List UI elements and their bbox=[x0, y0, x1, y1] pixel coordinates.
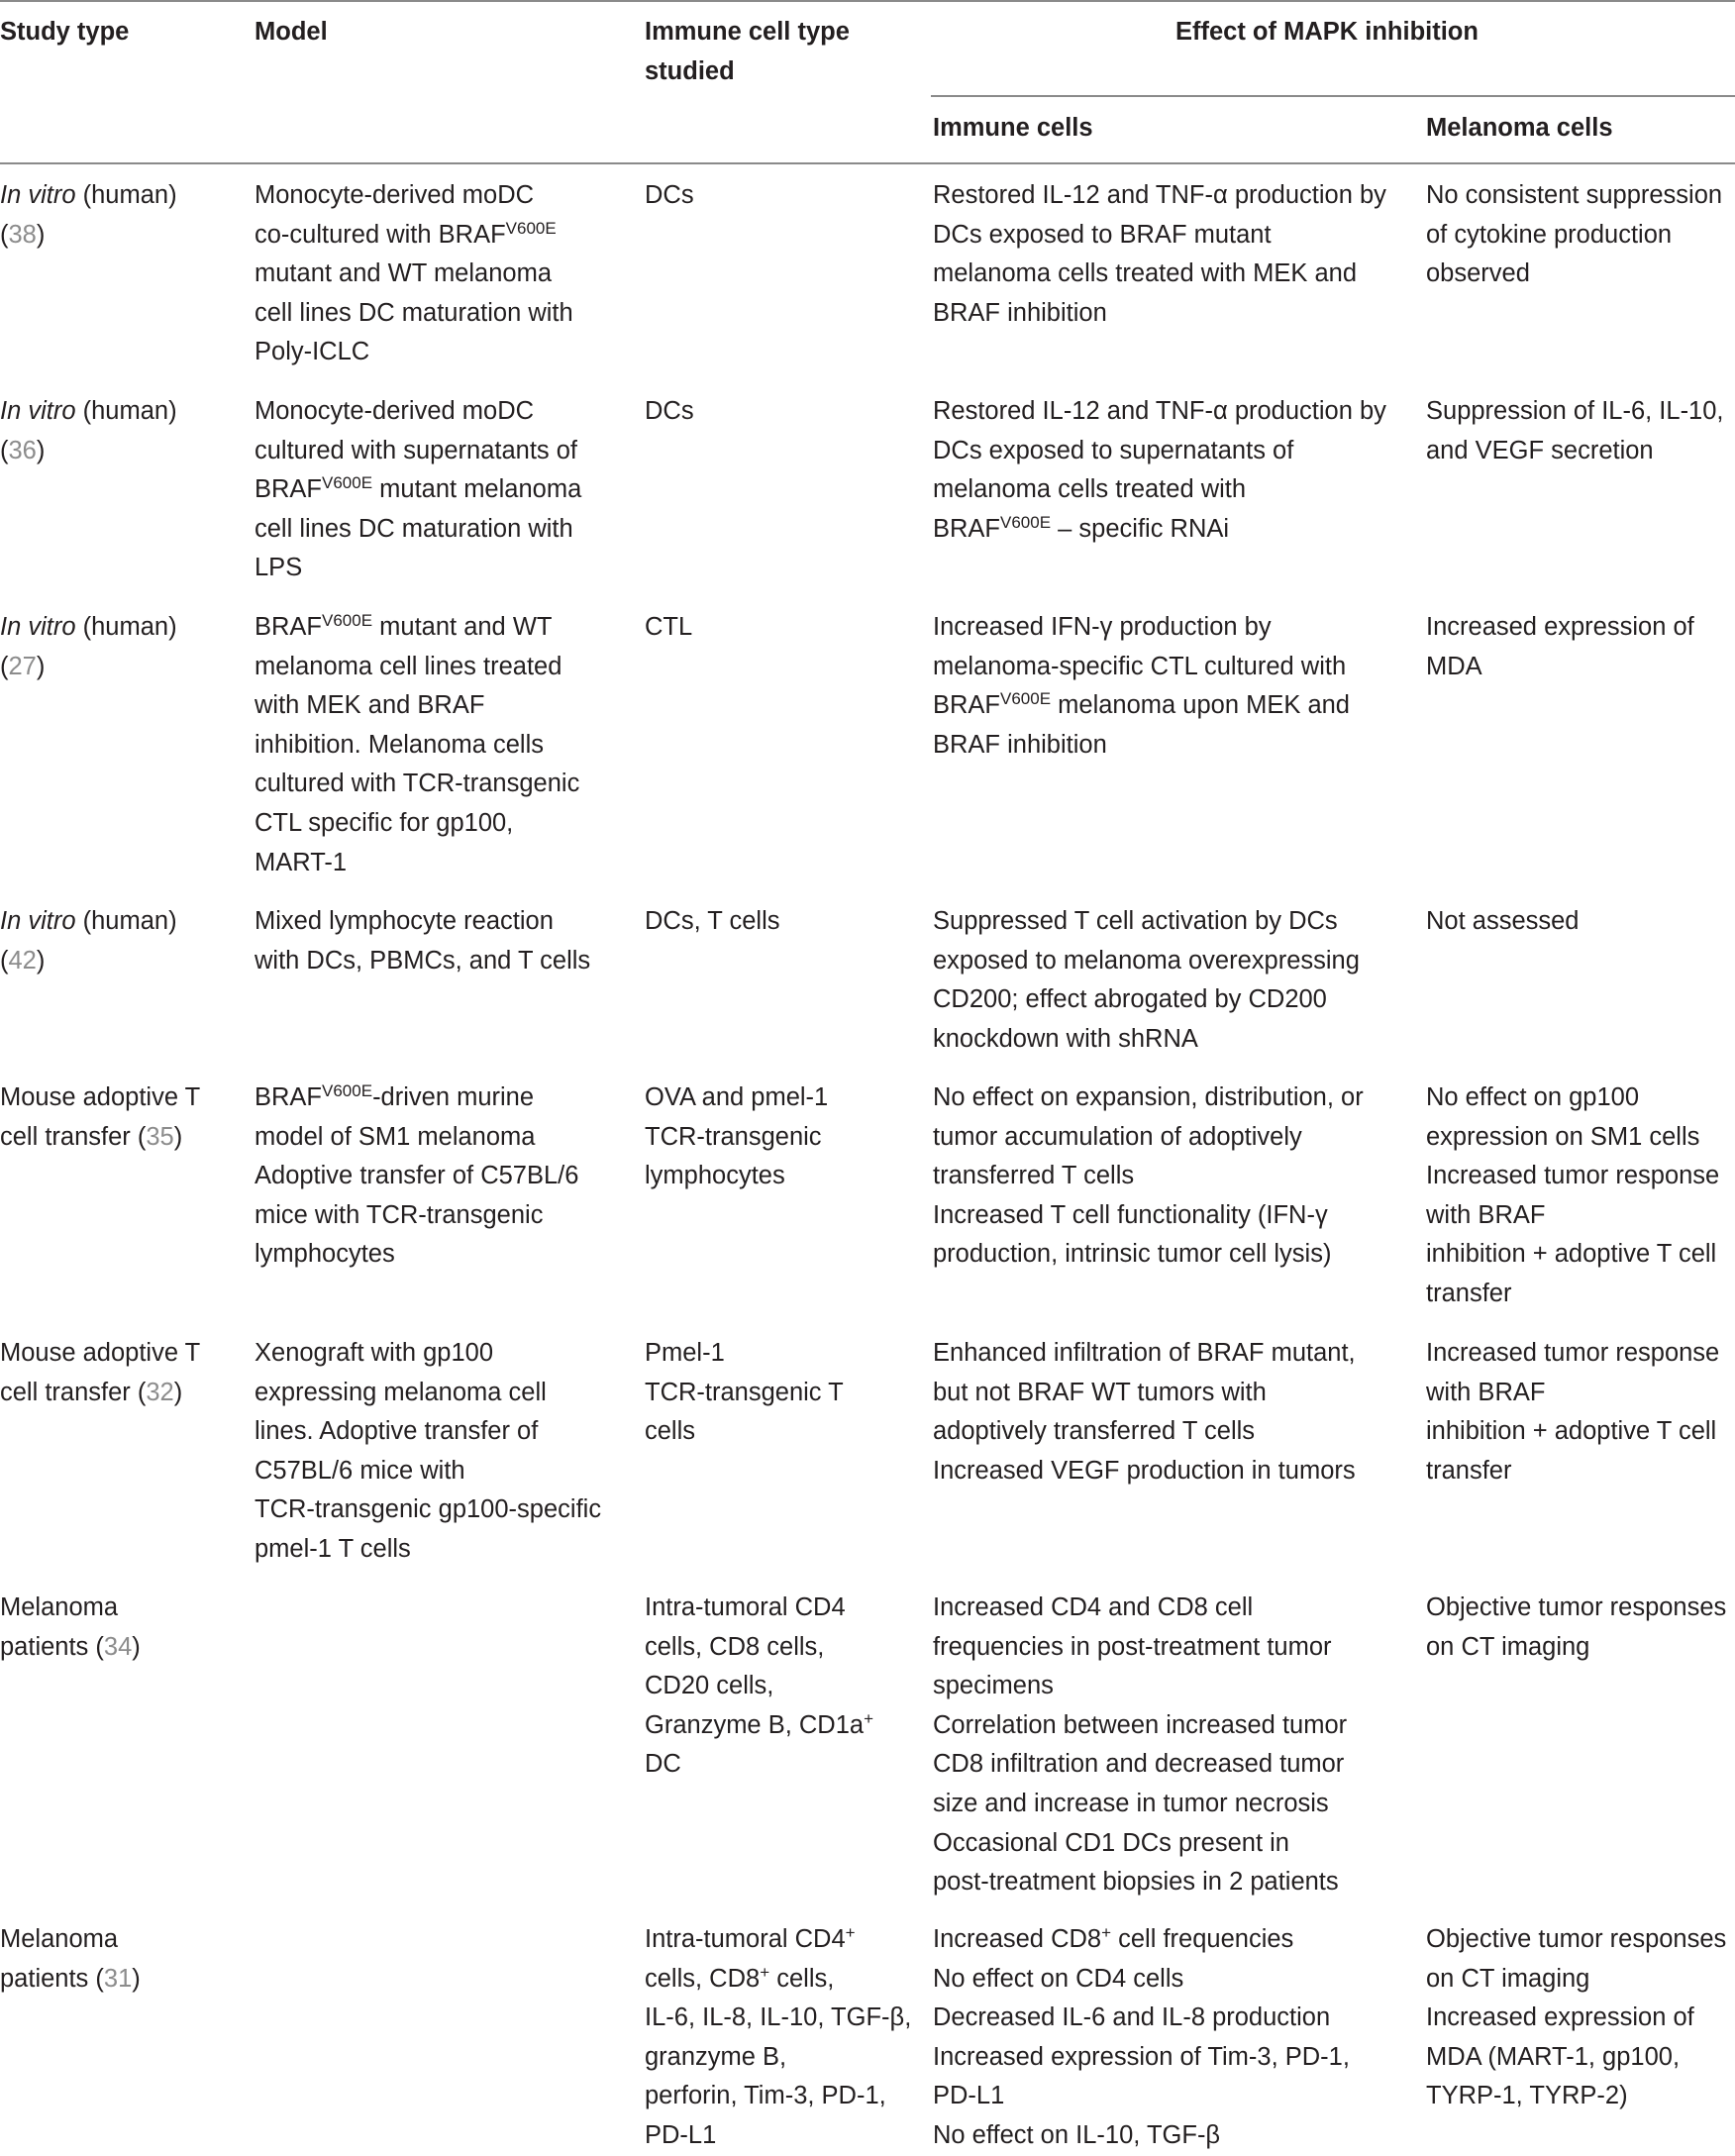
immune-effect-line: No effect on CD4 cells bbox=[933, 1964, 1184, 1993]
immune-effect-line: Decreased IL-6 and IL-8 production bbox=[933, 2003, 1331, 2032]
immune-effect-line: BRAF bbox=[933, 691, 1001, 720]
superscript: V600E bbox=[322, 611, 373, 630]
immune-type-line: Intra-tumoral CD4 bbox=[645, 1925, 846, 1953]
model-line: with MEK and BRAF bbox=[255, 691, 485, 720]
cell-study-type bbox=[0, 902, 228, 980]
model-line: cultured with TCR-transgenic bbox=[255, 770, 580, 798]
study-text: (human) bbox=[75, 397, 177, 425]
header-effect: Effect of MAPK inhibition bbox=[1175, 18, 1479, 46]
immune-type-line: lymphocytes bbox=[645, 1162, 785, 1190]
study-text: ( bbox=[0, 652, 9, 680]
study-italic: In vitro bbox=[0, 181, 76, 209]
study-text: ( bbox=[0, 436, 9, 464]
cell-immune-type bbox=[645, 608, 902, 648]
immune-type-line: cells, CD8 bbox=[645, 1964, 761, 1993]
immune-effect-line: Increased CD4 and CD8 cell bbox=[933, 1593, 1254, 1621]
immune-effect-line: No effect on expansion, distribution, or bbox=[933, 1083, 1364, 1111]
study-text: Mouse adoptive T bbox=[0, 1083, 201, 1111]
cell-study-type bbox=[0, 1920, 228, 1999]
model-line: melanoma cell lines treated bbox=[255, 652, 562, 680]
model-line: inhibition. Melanoma cells bbox=[255, 730, 544, 759]
immune-type-line: CD20 cells, bbox=[645, 1672, 774, 1700]
model-line: C57BL/6 mice with bbox=[255, 1456, 465, 1485]
immune-effect-line: BRAF inhibition bbox=[933, 730, 1107, 759]
melanoma-effect-line: Suppression of IL-6, IL-10, bbox=[1426, 397, 1724, 425]
reference-link[interactable]: 42 bbox=[8, 946, 37, 975]
study-text: Mouse adoptive T bbox=[0, 1339, 201, 1367]
study-text: ) bbox=[132, 1964, 141, 1993]
immune-effect-line: melanoma-specific CTL cultured with bbox=[933, 652, 1347, 680]
immune-effect-line: Suppressed T cell activation by DCs bbox=[933, 907, 1338, 935]
cell-melanoma-effect bbox=[1426, 1078, 1735, 1314]
melanoma-effect-line: observed bbox=[1426, 259, 1530, 288]
cell-immune-type bbox=[645, 1078, 902, 1196]
superscript: V600E bbox=[322, 473, 373, 493]
superscript: + bbox=[864, 1708, 874, 1728]
melanoma-effect-line: TYRP-1, TYRP-2) bbox=[1426, 2082, 1628, 2110]
immune-type-line: Granzyme B, CD1a bbox=[645, 1710, 865, 1739]
melanoma-effect-line: expression on SM1 cells bbox=[1426, 1122, 1700, 1151]
immune-effect-line: Restored IL-12 and TNF-α production by bbox=[933, 397, 1386, 425]
cell-immune-effect bbox=[933, 902, 1398, 1059]
immune-effect-line: melanoma cells treated with MEK and bbox=[933, 259, 1358, 288]
immune-type-line: DCs bbox=[645, 181, 694, 209]
melanoma-effect-line: on CT imaging bbox=[1426, 1964, 1590, 1993]
melanoma-effect-line: with BRAF bbox=[1426, 1378, 1546, 1406]
melanoma-effect-line: MDA bbox=[1426, 652, 1482, 680]
melanoma-effect-line: MDA (MART-1, gp100, bbox=[1426, 2042, 1681, 2071]
immune-effect-line: knockdown with shRNA bbox=[933, 1024, 1198, 1053]
immune-type-line: DCs, T cells bbox=[645, 907, 780, 935]
reference-link[interactable]: 27 bbox=[8, 652, 37, 680]
model-line: BRAF bbox=[255, 613, 323, 641]
cell-immune-effect bbox=[933, 1334, 1398, 1490]
model-line: Mixed lymphocyte reaction bbox=[255, 907, 554, 935]
immune-effect-line: production, intrinsic tumor cell lysis) bbox=[933, 1240, 1332, 1269]
immune-effect-line: BRAF bbox=[933, 514, 1001, 543]
study-text: (human) bbox=[75, 907, 177, 935]
study-text: Melanoma bbox=[0, 1593, 119, 1621]
cell-study-type bbox=[0, 392, 228, 470]
melanoma-effect-line: Increased expression of bbox=[1426, 613, 1694, 641]
cell-model bbox=[255, 176, 611, 372]
immune-effect-line: specimens bbox=[933, 1672, 1054, 1700]
immune-effect-line: – specific RNAi bbox=[1051, 514, 1230, 543]
superscript: + bbox=[760, 1962, 770, 1982]
reference-link[interactable]: 31 bbox=[103, 1964, 133, 1993]
melanoma-effect-line: Increased tumor response bbox=[1426, 1339, 1720, 1367]
superscript: + bbox=[1101, 1923, 1112, 1942]
top-rule bbox=[0, 0, 1735, 2]
study-italic: In vitro bbox=[0, 613, 76, 641]
cell-immune-type bbox=[645, 176, 902, 216]
immune-effect-line: transferred T cells bbox=[933, 1162, 1135, 1190]
immune-effect-line: adoptively transferred T cells bbox=[933, 1417, 1256, 1446]
superscript: V600E bbox=[1000, 512, 1052, 532]
reference-link[interactable]: 34 bbox=[103, 1632, 133, 1661]
cell-melanoma-effect bbox=[1426, 1334, 1735, 1490]
immune-type-line: DC bbox=[645, 1750, 681, 1779]
melanoma-effect-line: Increased expression of bbox=[1426, 2003, 1694, 2032]
header-immune-cell-type bbox=[645, 12, 850, 91]
cell-immune-type bbox=[645, 1920, 912, 2156]
header-rule bbox=[0, 162, 1735, 164]
immune-effect-line: Increased VEGF production in tumors bbox=[933, 1456, 1356, 1485]
immune-effect-line: exposed to melanoma overexpressing bbox=[933, 946, 1360, 975]
immune-type-line: perforin, Tim-3, PD-1, bbox=[645, 2082, 886, 2110]
superscript: V600E bbox=[322, 1081, 373, 1100]
model-line: Adoptive transfer of C57BL/6 bbox=[255, 1162, 579, 1190]
immune-type-line: OVA and pmel-1 bbox=[645, 1083, 829, 1111]
melanoma-effect-line: of cytokine production bbox=[1426, 220, 1673, 249]
immune-type-line: DCs bbox=[645, 397, 694, 425]
melanoma-effect-line: on CT imaging bbox=[1426, 1632, 1590, 1661]
immune-type-line: TCR-transgenic T bbox=[645, 1378, 844, 1406]
header-model: Model bbox=[255, 18, 328, 46]
cell-model bbox=[255, 608, 611, 882]
immune-effect-line: tumor accumulation of adoptively bbox=[933, 1122, 1302, 1151]
model-line: model of SM1 melanoma bbox=[255, 1122, 536, 1151]
study-text: ) bbox=[36, 652, 46, 680]
immune-effect-line: cell frequencies bbox=[1111, 1925, 1294, 1953]
study-text: patients ( bbox=[0, 1632, 104, 1661]
study-text: ( bbox=[0, 220, 9, 249]
model-line: Xenograft with gp100 bbox=[255, 1339, 494, 1367]
cell-model bbox=[255, 902, 611, 980]
cell-melanoma-effect bbox=[1426, 176, 1735, 294]
immune-type-line: granzyme B, bbox=[645, 2042, 787, 2071]
model-line: cell lines DC maturation with bbox=[255, 514, 573, 543]
cell-immune-type bbox=[645, 902, 902, 942]
immune-effect-line: Restored IL-12 and TNF-α production by bbox=[933, 181, 1386, 209]
header-immune-line: Immune cell type bbox=[645, 18, 850, 46]
model-line: mutant and WT melanoma bbox=[255, 259, 552, 288]
immune-effect-line: Enhanced infiltration of BRAF mutant, bbox=[933, 1339, 1356, 1367]
immune-effect-line: Increased expression of Tim-3, PD-1, bbox=[933, 2042, 1350, 2071]
cell-immune-effect bbox=[933, 392, 1398, 549]
immune-effect-line: DCs exposed to BRAF mutant bbox=[933, 220, 1272, 249]
cell-model bbox=[255, 1334, 611, 1570]
immune-effect-line: Increased T cell functionality (IFN-γ bbox=[933, 1200, 1328, 1229]
immune-effect-line: CD200; effect abrogated by CD200 bbox=[933, 985, 1327, 1014]
model-line: mice with TCR-transgenic bbox=[255, 1200, 544, 1229]
model-line: MART-1 bbox=[255, 848, 348, 876]
study-text: ) bbox=[173, 1122, 183, 1151]
study-text: cell transfer ( bbox=[0, 1378, 147, 1406]
immune-type-line: IL-6, IL-8, IL-10, TGF-β, bbox=[645, 2003, 912, 2032]
model-line: Monocyte-derived moDC bbox=[255, 397, 535, 425]
study-text: ) bbox=[36, 220, 46, 249]
superscript: V600E bbox=[1000, 689, 1052, 709]
immune-effect-line: Correlation between increased tumor bbox=[933, 1710, 1348, 1739]
model-line: cell lines DC maturation with bbox=[255, 298, 573, 327]
immune-effect-line: size and increase in tumor necrosis bbox=[933, 1789, 1329, 1817]
cell-model bbox=[255, 392, 611, 588]
melanoma-effect-line: inhibition + adoptive T cell bbox=[1426, 1417, 1717, 1446]
immune-type-line: cells, CD8 cells, bbox=[645, 1632, 825, 1661]
study-text: Melanoma bbox=[0, 1925, 119, 1953]
study-text: patients ( bbox=[0, 1964, 104, 1993]
study-text: ) bbox=[36, 436, 46, 464]
cell-immune-effect bbox=[933, 1920, 1398, 2156]
melanoma-effect-line: No effect on gp100 bbox=[1426, 1083, 1640, 1111]
melanoma-effect-line: No consistent suppression bbox=[1426, 181, 1723, 209]
immune-effect-line: CD8 infiltration and decreased tumor bbox=[933, 1750, 1345, 1779]
melanoma-effect-line: and VEGF secretion bbox=[1426, 436, 1654, 464]
immune-type-line: Pmel-1 bbox=[645, 1339, 725, 1367]
study-text: ) bbox=[36, 946, 46, 975]
subheader-rule bbox=[931, 95, 1735, 97]
model-line: LPS bbox=[255, 554, 303, 582]
immune-type-line: cells bbox=[645, 1417, 696, 1446]
immune-type-line: PD-L1 bbox=[645, 2120, 717, 2149]
cell-immune-type bbox=[645, 1334, 902, 1452]
model-line: lines. Adoptive transfer of bbox=[255, 1417, 539, 1446]
study-text: ( bbox=[0, 946, 9, 975]
model-line: expressing melanoma cell bbox=[255, 1378, 547, 1406]
model-line: with DCs, PBMCs, and T cells bbox=[255, 946, 591, 975]
model-line: CTL specific for gp100, bbox=[255, 808, 514, 837]
model-line: Monocyte-derived moDC bbox=[255, 181, 535, 209]
immune-effect-line: post-treatment biopsies in 2 patients bbox=[933, 1868, 1339, 1897]
immune-effect-line: Increased CD8 bbox=[933, 1925, 1102, 1953]
superscript: + bbox=[845, 1923, 856, 1942]
model-line: mutant and WT bbox=[372, 613, 553, 641]
melanoma-effect-line: Increased tumor response bbox=[1426, 1162, 1720, 1190]
study-italic: In vitro bbox=[0, 907, 76, 935]
reference-link[interactable]: 38 bbox=[8, 220, 37, 249]
melanoma-effect-line: Objective tumor responses bbox=[1426, 1593, 1727, 1621]
model-line: lymphocytes bbox=[255, 1240, 395, 1269]
melanoma-effect-line: transfer bbox=[1426, 1279, 1512, 1307]
study-text: (human) bbox=[75, 181, 177, 209]
model-line: mutant melanoma bbox=[372, 475, 582, 504]
immune-effect-line: No effect on IL-10, TGF-β bbox=[933, 2120, 1221, 2149]
model-line: -driven murine bbox=[372, 1083, 535, 1111]
cell-melanoma-effect bbox=[1426, 1920, 1735, 2116]
cell-immune-effect bbox=[933, 608, 1398, 765]
melanoma-effect-line: inhibition + adoptive T cell bbox=[1426, 1240, 1717, 1269]
study-italic: In vitro bbox=[0, 397, 76, 425]
immune-effect-line: Occasional CD1 DCs present in bbox=[933, 1828, 1289, 1857]
reference-link[interactable]: 32 bbox=[146, 1378, 174, 1406]
cell-model bbox=[255, 1078, 611, 1275]
cell-study-type bbox=[0, 608, 228, 686]
cell-melanoma-effect bbox=[1426, 1589, 1735, 1667]
reference-link[interactable]: 36 bbox=[8, 436, 37, 464]
cell-melanoma-effect bbox=[1426, 392, 1735, 470]
cell-study-type bbox=[0, 176, 228, 255]
study-text: ) bbox=[173, 1378, 183, 1406]
header-immune-cells: Immune cells bbox=[933, 114, 1093, 142]
reference-link[interactable]: 35 bbox=[146, 1122, 174, 1151]
cell-immune-type bbox=[645, 392, 902, 432]
immune-effect-line: melanoma cells treated with bbox=[933, 475, 1247, 504]
study-text: cell transfer ( bbox=[0, 1122, 147, 1151]
immune-type-line: TCR-transgenic bbox=[645, 1122, 822, 1151]
superscript: V600E bbox=[505, 218, 557, 238]
melanoma-effect-line: Objective tumor responses bbox=[1426, 1925, 1727, 1953]
model-line: co-cultured with BRAF bbox=[255, 220, 506, 249]
cell-melanoma-effect bbox=[1426, 608, 1735, 686]
cell-study-type bbox=[0, 1334, 228, 1412]
model-line: BRAF bbox=[255, 475, 323, 504]
study-text: ) bbox=[132, 1632, 141, 1661]
model-line: pmel-1 T cells bbox=[255, 1534, 411, 1563]
model-line: cultured with supernatants of bbox=[255, 436, 578, 464]
model-line: TCR-transgenic gp100-specific bbox=[255, 1495, 602, 1524]
cell-immune-effect bbox=[933, 1078, 1398, 1275]
model-line: Poly-ICLC bbox=[255, 338, 370, 366]
header-melanoma-cells: Melanoma cells bbox=[1426, 114, 1613, 142]
immune-type-line: CTL bbox=[645, 613, 693, 641]
immune-effect-line: BRAF inhibition bbox=[933, 298, 1107, 327]
cell-immune-type bbox=[645, 1589, 902, 1785]
cell-immune-effect bbox=[933, 1589, 1398, 1902]
immune-effect-line: melanoma upon MEK and bbox=[1051, 691, 1350, 720]
melanoma-effect-line: Not assessed bbox=[1426, 907, 1580, 935]
melanoma-effect-line: with BRAF bbox=[1426, 1200, 1546, 1229]
immune-effect-line: DCs exposed to supernatants of bbox=[933, 436, 1294, 464]
cell-melanoma-effect bbox=[1426, 902, 1735, 942]
immune-type-line: cells, bbox=[769, 1964, 835, 1993]
immune-effect-line: but not BRAF WT tumors with bbox=[933, 1378, 1267, 1406]
header-immune-line: studied bbox=[645, 57, 735, 85]
cell-immune-effect bbox=[933, 176, 1398, 333]
immune-type-line: Intra-tumoral CD4 bbox=[645, 1593, 846, 1621]
model-line: BRAF bbox=[255, 1083, 323, 1111]
cell-study-type bbox=[0, 1078, 228, 1157]
immune-effect-line: PD-L1 bbox=[933, 2082, 1005, 2110]
immune-effect-line: frequencies in post-treatment tumor bbox=[933, 1632, 1332, 1661]
cell-study-type bbox=[0, 1589, 228, 1667]
immune-effect-line: Increased IFN-γ production by bbox=[933, 613, 1272, 641]
header-study-type: Study type bbox=[0, 18, 130, 46]
melanoma-effect-line: transfer bbox=[1426, 1456, 1512, 1485]
study-text: (human) bbox=[75, 613, 177, 641]
